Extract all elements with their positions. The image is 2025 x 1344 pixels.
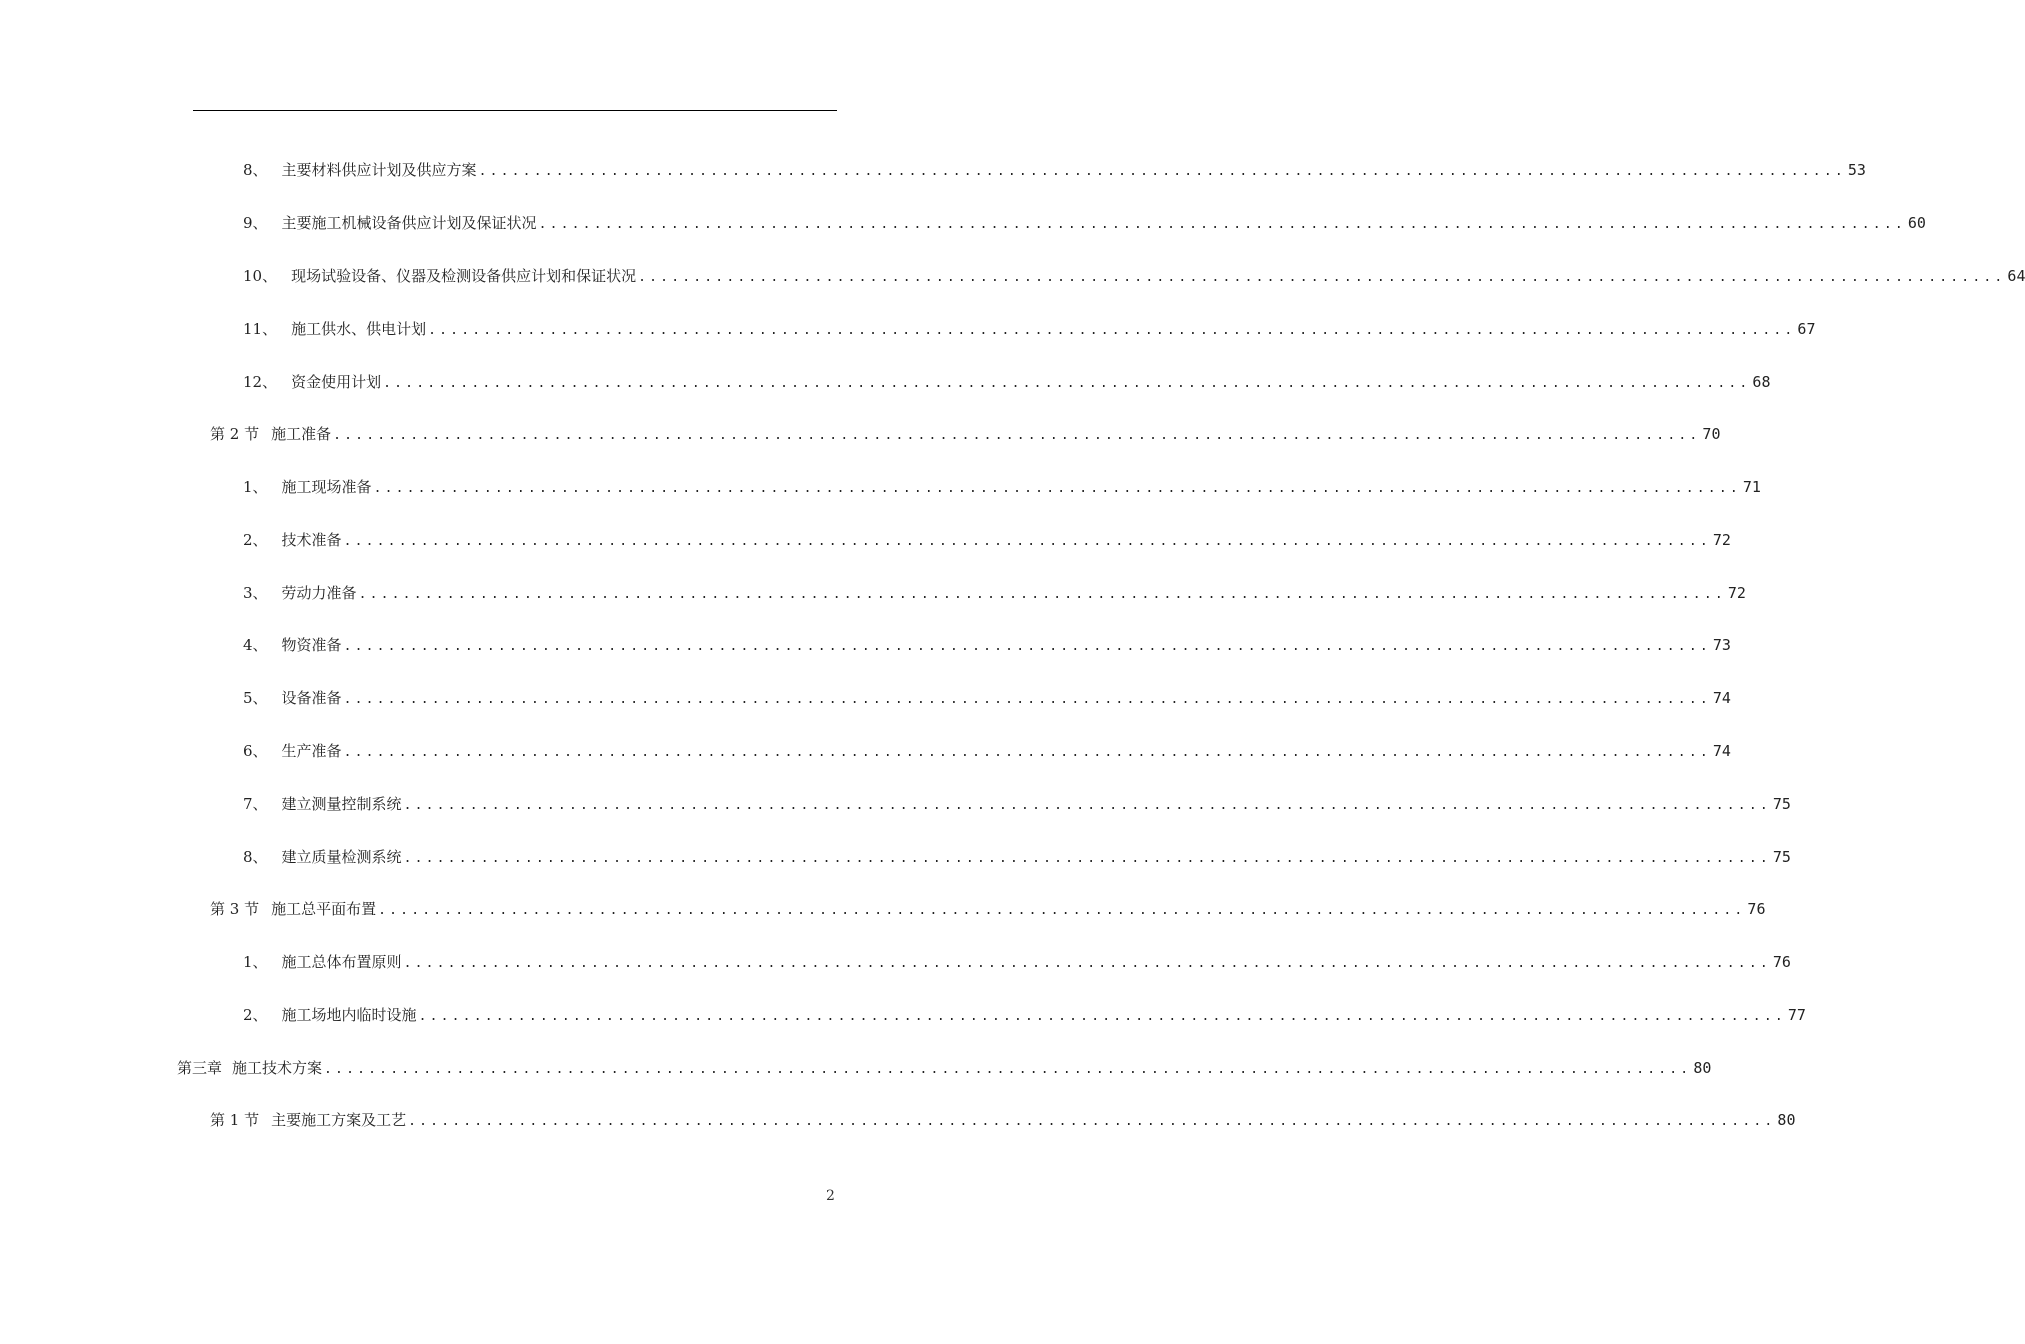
toc-entry-number: 第 2 节 — [210, 425, 260, 443]
toc-entry-page: 76 — [1747, 900, 1766, 918]
toc-entry-number: 6、 — [243, 742, 268, 760]
toc-entry[interactable] — [243, 158, 1866, 182]
dot-leader: ............................................................................................................................ — [478, 164, 1846, 179]
dot-leader: ............................................................................................................................ — [333, 428, 1701, 443]
toc-entry-title: 物资准备 — [281, 636, 342, 654]
toc-entry-number: 2、 — [243, 531, 268, 549]
toc-entry-title: 生产准备 — [281, 742, 342, 760]
toc-entry-page: 76 — [1772, 953, 1791, 971]
toc-entry[interactable] — [243, 317, 1816, 341]
toc-entry-page: 75 — [1772, 848, 1791, 866]
toc-entry-title: 劳动力准备 — [281, 584, 357, 602]
toc-entry-title: 施工准备 — [271, 425, 332, 443]
toc-entry-title: 主要施工方案及工艺 — [271, 1111, 407, 1129]
toc-entry-title: 施工供水、供电计划 — [291, 320, 427, 338]
toc-entry[interactable] — [243, 950, 1791, 974]
dot-leader: ............................................................................................................................ — [418, 1009, 1786, 1024]
toc-entry-title: 设备准备 — [281, 689, 342, 707]
toc-entry-page: 80 — [1693, 1059, 1712, 1077]
dot-leader: ............................................................................................................................ — [408, 1114, 1776, 1129]
toc-entry-page: 71 — [1742, 478, 1761, 496]
toc-entry-title: 主要施工机械设备供应计划及保证状况 — [281, 214, 537, 232]
toc-entry-title: 主要材料供应计划及供应方案 — [281, 161, 477, 179]
toc-entry[interactable] — [243, 686, 1731, 710]
toc-entry-page: 74 — [1712, 742, 1731, 760]
toc-entry[interactable] — [243, 211, 1926, 235]
dot-leader: ............................................................................................................................ — [403, 851, 1771, 866]
toc-entry-page: 74 — [1712, 689, 1731, 707]
toc-entry-page: 72 — [1712, 531, 1731, 549]
toc-entry-title: 施工总体布置原则 — [281, 953, 402, 971]
toc-entry-number: 3、 — [243, 584, 268, 602]
toc-entry-title: 施工场地内临时设施 — [281, 1006, 417, 1024]
toc-entry-title: 现场试验设备、仪器及检测设备供应计划和保证状况 — [291, 267, 637, 285]
toc-entry-page: 72 — [1727, 584, 1746, 602]
dot-leader: ............................................................................................................................ — [343, 745, 1711, 760]
dot-leader: ............................................................................................................................ — [428, 323, 1796, 338]
toc-entry-number: 8、 — [243, 848, 268, 866]
toc-entry-page: 75 — [1772, 795, 1791, 813]
toc-entry-number: 第三章 — [177, 1059, 223, 1077]
toc-entry-page: 77 — [1787, 1006, 1806, 1024]
toc-entry-title: 建立质量检测系统 — [281, 848, 402, 866]
toc-entry[interactable] — [243, 792, 1791, 816]
dot-leader: ............................................................................................................................ — [378, 903, 1746, 918]
toc-section-entry[interactable] — [210, 1108, 1796, 1132]
toc-entry-page: 73 — [1712, 636, 1731, 654]
toc-entry-page: 60 — [1907, 214, 1926, 232]
toc-entry-page: 67 — [1797, 320, 1816, 338]
toc-entry[interactable] — [243, 1003, 1806, 1027]
toc-entry[interactable] — [243, 264, 2025, 288]
toc-entry-page: 80 — [1777, 1111, 1796, 1129]
toc-entry[interactable] — [243, 633, 1731, 657]
toc-entry[interactable] — [243, 370, 1771, 394]
dot-leader: ............................................................................................................................ — [324, 1062, 1692, 1077]
dot-leader: ............................................................................................................................ — [403, 956, 1771, 971]
toc-chapter-entry[interactable] — [177, 1056, 1712, 1080]
toc-entry-number: 1、 — [243, 478, 268, 496]
toc-entry[interactable] — [243, 475, 1761, 499]
dot-leader: ............................................................................................................................ — [343, 534, 1711, 549]
toc-entry-number: 第 1 节 — [210, 1111, 260, 1129]
toc-entry-number: 2、 — [243, 1006, 268, 1024]
toc-entry-title: 施工现场准备 — [281, 478, 372, 496]
toc-entry-page: 64 — [2007, 267, 2025, 285]
dot-leader: ............................................................................................................................ — [403, 798, 1771, 813]
toc-entry-title: 施工总平面布置 — [271, 900, 377, 918]
toc-entry[interactable] — [243, 739, 1731, 763]
toc-entry-number: 第 3 节 — [210, 900, 260, 918]
dot-leader: ............................................................................................................................ — [638, 270, 2006, 285]
dot-leader: ............................................................................................................................ — [343, 639, 1711, 654]
toc-entry-page: 53 — [1847, 161, 1866, 179]
toc-entry-number: 10、 — [243, 267, 278, 285]
toc-entry-number: 12、 — [243, 373, 278, 391]
toc-entry-title: 技术准备 — [281, 531, 342, 549]
toc-entry-number: 7、 — [243, 795, 268, 813]
toc-entry-number: 5、 — [243, 689, 268, 707]
page-number: 2 — [826, 1188, 835, 1204]
toc-section-entry[interactable] — [210, 422, 1721, 446]
toc-entry[interactable] — [243, 528, 1731, 552]
toc-section-entry[interactable] — [210, 897, 1766, 921]
toc-entry-title: 建立测量控制系统 — [281, 795, 402, 813]
toc-entry[interactable] — [243, 845, 1791, 869]
dot-leader: ............................................................................................................................ — [538, 217, 1906, 232]
toc-entry-title: 施工技术方案 — [232, 1059, 323, 1077]
dot-leader: ............................................................................................................................ — [358, 587, 1726, 602]
toc-entry-number: 11、 — [243, 320, 278, 338]
toc-entry-number: 4、 — [243, 636, 268, 654]
toc-entry-number: 8、 — [243, 161, 268, 179]
toc-entry-number: 9、 — [243, 214, 268, 232]
toc-entry[interactable] — [243, 581, 1746, 605]
toc-entry-number: 1、 — [243, 953, 268, 971]
dot-leader: ............................................................................................................................ — [373, 481, 1741, 496]
toc-entry-title: 资金使用计划 — [291, 373, 382, 391]
dot-leader: ............................................................................................................................ — [383, 376, 1751, 391]
toc-entry-page: 68 — [1752, 373, 1771, 391]
dot-leader: ............................................................................................................................ — [343, 692, 1711, 707]
toc-entry-page: 70 — [1702, 425, 1721, 443]
